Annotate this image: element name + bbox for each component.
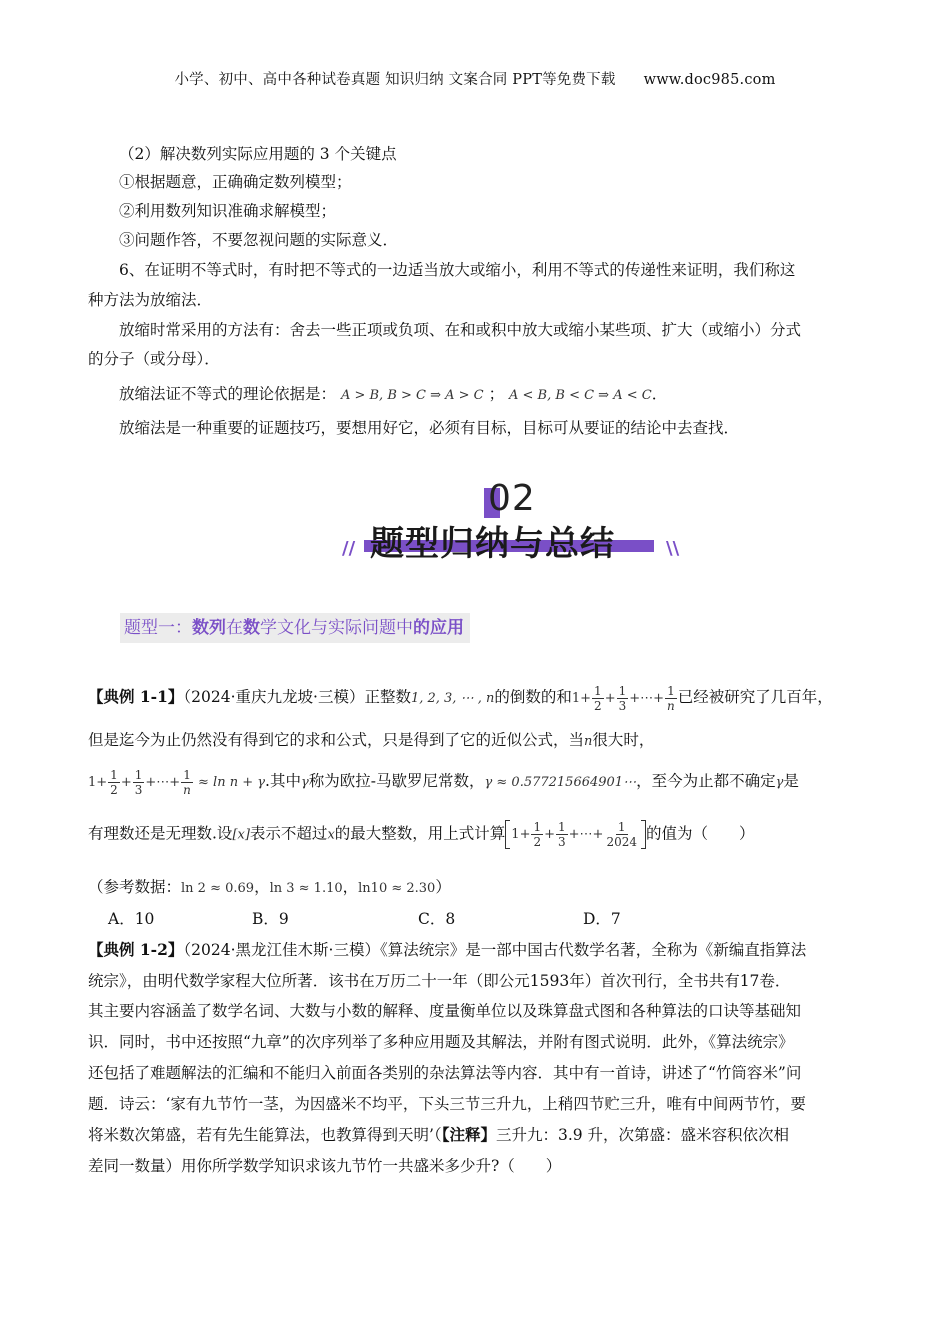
- ref-ln3: ln 3 ≈ 1.10: [269, 881, 343, 896]
- ex2-line-8: 差同一数量）用你所学数学知识求该九节竹一共盛米多少升?（ ）: [88, 1157, 562, 1175]
- section-heading-prefix: 题型一：: [124, 618, 192, 638]
- banner-slash-right: \\: [666, 538, 680, 559]
- formula-greater: A > B, B > C ⇒ A > C: [340, 388, 484, 403]
- ex2-line-6: 题．诗云：‘家有九节竹一茎，为因盛米不均平，下头三节三升九，上稍四节贮三升，唯有中间两节竹，要: [88, 1095, 806, 1113]
- section-heading-part-5: 学文化与实际问题中: [260, 618, 413, 638]
- ref-ln10: ln10 ≈ 2.30: [358, 881, 436, 896]
- ex1-text-3: 但是迄今为止仍然没有得到它的求和公式，只是得到了它的近似公式，当: [88, 731, 585, 749]
- ex1-text-5: .其中: [265, 772, 301, 790]
- ex2-line-4: 识．同时，书中还按照“九章”的次序列举了多种应用题及其解法，并附有图式说明．此外，《算法统宗》: [88, 1033, 794, 1051]
- section-heading-part-3: 在: [226, 618, 243, 638]
- intro-line-5: 6、在证明不等式时，有时把不等式的一边适当放大或缩小，利用不等式的传递性来证明，我们称这: [119, 261, 796, 279]
- ex1-text-8: 是: [783, 772, 799, 790]
- ex1-var-n: n: [584, 734, 593, 749]
- ex1-reference-end: ）: [435, 878, 451, 896]
- banner-slash-left: //: [342, 538, 356, 559]
- intro-line-6: 种方法为放缩法．: [88, 291, 213, 309]
- floor-sum-formula: 1+ $\frac{1}{2}$ + $\frac{1}{3}$ +⋯+ $\frac{1}{2024}$: [505, 820, 646, 849]
- ex1-var-x: x: [327, 827, 335, 843]
- intro-line-7: 放缩时常采用的方法有：舍去一些正项或负项、在和或积中放大或缩小某些项、扩大（或缩小）分式: [119, 321, 802, 339]
- ex2-line-2: 统宗》，由明代数学家程大位所著．该书在万历二十一年（即公元1593年）首次刊行，全书共有17卷．: [88, 972, 791, 990]
- banner-number: 02: [488, 478, 536, 519]
- header-url[interactable]: www.doc985.com: [643, 72, 776, 88]
- ex1-text-1: 的倒数的和: [494, 688, 572, 706]
- harmonic-sum-formula: 1+ $\frac{1}{2}$ + $\frac{1}{3}$ +⋯+ $\frac{1}{n}$: [571, 684, 675, 713]
- ex1-text-9: 有理数还是无理数.设: [88, 824, 233, 843]
- ex2-tag: 【典例 1-2】: [88, 940, 184, 959]
- ex1-text-2: 已经被研究了几百年，: [677, 688, 833, 706]
- intro-line-9-end: ．: [651, 385, 668, 403]
- approx-formula-tail: ≈ ln n + γ: [198, 775, 266, 790]
- ex1-line-1: [88, 684, 833, 713]
- ex1-text-12: 的值为（ ）: [646, 824, 755, 843]
- header-text: 小学、初中、高中各种试卷真题 知识归纳 文案合同 PPT等免费下载: [174, 72, 616, 88]
- ex2-note-tag: 【注释】: [441, 1125, 496, 1144]
- intro-line-9-sep: ；: [488, 385, 505, 403]
- ex1-text-4: 很大时，: [592, 731, 655, 749]
- ex1-option-c: C．8: [418, 910, 456, 928]
- section-heading-part-4: 数: [243, 618, 260, 638]
- ex1-source: （2024·重庆九龙坡·三模）正整数: [183, 688, 411, 706]
- ex1-gamma: γ: [300, 775, 309, 790]
- ex1-line-3: [88, 768, 799, 797]
- ex2-line-3: 其主要内容涵盖了数学名词、大数与小数的解释、度量衡单位以及珠算盘式图和各种算法的口诀等基础知: [88, 1002, 802, 1020]
- ex1-text-7: ，至今为止都不确定: [636, 772, 776, 790]
- ex1-text-10: 表示不超过: [249, 824, 328, 843]
- ex1-reference-label: （参考数据：: [88, 878, 182, 896]
- ex1-reference: （参考数据：ln 2 ≈ 0.69，ln 3 ≈ 1.10，ln10 ≈ 2.30）: [88, 878, 451, 896]
- intro-line-10: 放缩法是一种重要的证题技巧，要想用好它，必须有目标，目标可从要证的结论中去查找．: [119, 419, 740, 437]
- ex2-text-1: （2024·黑龙江佳木斯·三模）《算法统宗》是一部中国古代数学名著，全称为《新编直指算法: [183, 941, 807, 959]
- approx-formula: 1+ $\frac{1}{2}$ + $\frac{1}{3}$ +⋯+ $\frac{1}{n}$ ≈ ln n + γ: [88, 768, 266, 797]
- ex1-gamma-2: γ: [775, 775, 784, 790]
- page-header: [0, 68, 950, 89]
- ex1-text-6: 称为欧拉-马歇罗尼常数，: [308, 772, 485, 790]
- ex1-option-a: A．10: [108, 910, 155, 928]
- ex1-line-2: [88, 728, 654, 754]
- section-heading-part-2: 数列: [192, 618, 226, 638]
- ex1-option-b: B．9: [252, 910, 289, 928]
- ex2-line-5: 还包括了难题解法的汇编和不能归入前面各类别的杂法算法等内容．其中有一首诗，讲述了“竹筒容米”问: [88, 1064, 802, 1082]
- intro-line-2: ①根据题意，正确确定数列模型；: [119, 173, 352, 191]
- ex1-text-11: 的最大整数，用上式计算: [334, 824, 506, 843]
- section-heading: [120, 613, 470, 643]
- ex1-tag: 【典例 1-1】: [88, 687, 184, 706]
- section-heading-part-6: 的应用: [413, 618, 464, 638]
- intro-line-1: （2）解决数列实际应用题的 3 个关键点: [119, 145, 397, 163]
- formula-less: A < B, B < C ⇒ A < C: [509, 388, 652, 403]
- ex1-option-d: D．7: [583, 910, 621, 928]
- ex2-line-7: [88, 1123, 789, 1147]
- ex1-sequence: 1, 2, 3, ⋯ , n: [410, 691, 495, 706]
- ex2-line-1: [88, 938, 806, 962]
- ex1-line-4: [88, 820, 755, 849]
- intro-line-3: ②利用数列知识准确求解模型；: [119, 202, 337, 220]
- gamma-value: γ ≈ 0.577215664901⋯: [484, 775, 637, 790]
- intro-line-4: ③问题作答，不要忽视问题的实际意义．: [119, 231, 399, 249]
- intro-line-8: 的分子（或分母）．: [88, 350, 220, 368]
- floor-notation: [x]: [232, 827, 250, 843]
- intro-line-9: [119, 382, 667, 408]
- banner-title: 题型归纳与总结: [370, 524, 615, 564]
- ex2-text-7b: 三升九：3.9 升，次第盛：盛米容积依次相: [495, 1126, 790, 1144]
- intro-line-9-text: 放缩法证不等式的理论依据是：: [119, 385, 337, 403]
- ref-ln2: ln 2 ≈ 0.69: [181, 881, 255, 896]
- section-banner: [330, 478, 690, 568]
- ex2-text-7: 将米数次第盛，若有先生能算法，也教算得到天明’（: [88, 1126, 442, 1144]
